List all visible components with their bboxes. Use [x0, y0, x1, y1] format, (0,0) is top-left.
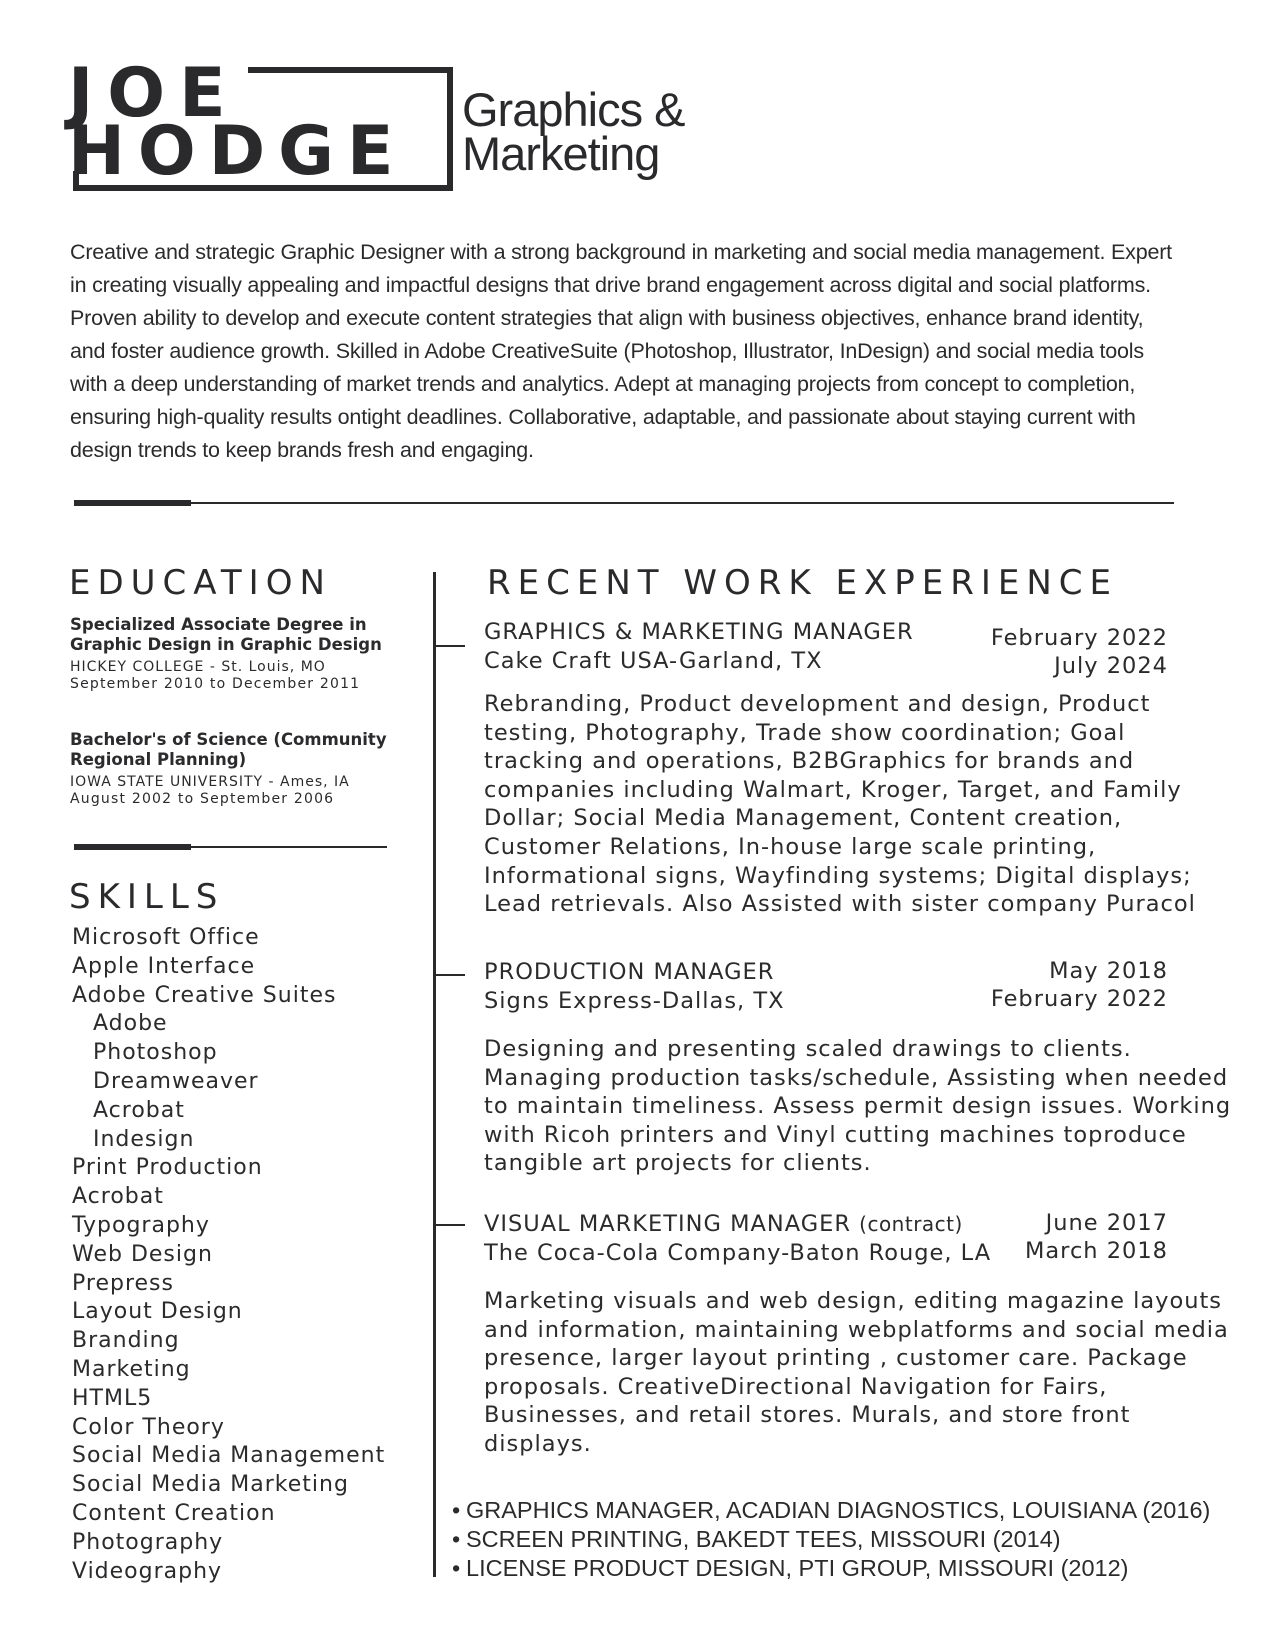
education-entry [70, 615, 400, 693]
description-line: Informational signs, Wayfinding systems; Digital displays; [484, 862, 1192, 889]
job-start-date: May 2018 [1049, 958, 1168, 984]
degree: Bachelor's of Science (Community Regional Planning) [70, 730, 387, 769]
job-company: The Coca-Cola Company-Baton Rouge, LA [484, 1240, 992, 1266]
job-description [484, 1035, 1232, 1178]
skill-item: Acrobat [72, 1184, 164, 1210]
job-entry [484, 618, 1196, 919]
description-line: with Ricoh printers and Vinyl cutting machines toproduce [484, 1121, 1187, 1148]
job-dates [1025, 1209, 1168, 1265]
description-line: Managing production tasks/schedule, Assisting when needed [484, 1064, 1229, 1091]
description-line: Dollar; Social Media Management, Content creation, [484, 805, 1123, 832]
job-description [484, 690, 1196, 919]
skill-subitem: Acrobat [93, 1097, 185, 1123]
skill-item: Microsoft Office [72, 925, 260, 950]
description-line: presence, larger layout printing , customer care. Package [484, 1345, 1188, 1372]
degree: Specialized Associate Degree in Graphic Design in Graphic Design [70, 615, 382, 654]
bullet: • [452, 1497, 461, 1523]
job-company: Signs Express-Dallas, TX [484, 988, 785, 1014]
job-entry [484, 958, 1232, 1178]
job-end-date: July 2024 [1054, 653, 1168, 679]
experience-timeline [433, 572, 436, 1577]
skill-item: Branding [72, 1328, 180, 1354]
description-line: and information, maintaining webplatforms and social media [484, 1316, 1229, 1343]
description-line: Designing and presenting scaled drawings to clients. [484, 1036, 1132, 1062]
skill-item: Adobe Creative Suites [72, 982, 337, 1008]
job-title: PRODUCTION MANAGER [484, 959, 775, 985]
other-role-text: LICENSE PRODUCT DESIGN, PTI GROUP, MISSOURI (2012) [466, 1554, 1129, 1581]
skills-heading: SKILLS [69, 877, 225, 917]
description-line: Customer Relations, In-house large scale printing, [484, 833, 1097, 860]
skill-item: Prepress [72, 1270, 174, 1296]
tagline-line-1: Graphics & [462, 83, 685, 136]
tagline-line-2: Marketing [462, 127, 660, 180]
summary-divider-accent [74, 500, 191, 506]
skill-subitem: Indesign [93, 1126, 195, 1152]
job-title-suffix: (contract) [859, 1212, 963, 1236]
description-line: companies including Walmart, Kroger, Target, and Family [484, 776, 1182, 803]
skill-subitem: Photoshop [93, 1040, 218, 1066]
bullet: • [452, 1525, 461, 1552]
professional-summary: Creative and strategic Graphic Designer with a strong background in marketing and social media management. Expert in creating visually appealing and impactful designs that drive brand engagement across digital and social platforms. Proven ability to develop and execute content strategies that align with business objectives, enhance brand identity, and foster audience growth. Skilled in Adobe CreativeSuite (Photoshop, Illustrator, InDesign) and social media tools with a deep understanding of market trends and analytics. Adept at managing projects from concept to completion, ensuring high-quality results ontight deadlines. Collaborative, adaptable, and passionate about staying current with design trends to keep brands fresh and engaging. [70, 240, 1172, 462]
skill-item: Print Production [72, 1155, 263, 1181]
job-company: Cake Craft USA-Garland, TX [484, 648, 823, 674]
other-role-text: GRAPHICS MANAGER, ACADIAN DIAGNOSTICS, LOUISIANA (2016) [466, 1497, 1211, 1523]
timeline-tick [433, 645, 465, 647]
job-end-date: March 2018 [1024, 1238, 1168, 1264]
education-entry [70, 730, 400, 808]
description-line: to maintain timeliness. Assess permit design issues. Working [484, 1093, 1232, 1120]
description-line: displays. [484, 1430, 592, 1457]
tagline [462, 83, 685, 180]
skill-item: Typography [72, 1212, 210, 1238]
first-name: JOE [68, 60, 248, 128]
description-line: Marketing visuals and web design, editing magazine layouts [484, 1288, 1223, 1314]
summary-divider [74, 502, 1174, 504]
description-line: Lead retrievals. Also Assisted with sister company Puracol [484, 891, 1196, 918]
skill-item: Marketing [72, 1356, 191, 1382]
skill-item: Layout Design [72, 1299, 243, 1325]
description-line: proposals. CreativeDirectional Navigation for Fairs, [484, 1373, 1108, 1400]
job-dates [991, 957, 1168, 1013]
skills-list [72, 924, 385, 1586]
school: IOWA STATE UNIVERSITY - Ames, IA [70, 774, 350, 790]
education-dates: September 2010 to December 2011 [70, 676, 361, 692]
bullet: • [452, 1554, 461, 1581]
other-role-text: SCREEN PRINTING, BAKEDT TEES, MISSOURI (2014) [466, 1525, 1061, 1552]
skill-item: HTML5 [72, 1385, 153, 1411]
description-line: tangible art projects for clients. [484, 1150, 872, 1177]
skill-subitem: Adobe [93, 1011, 168, 1037]
other-role-item [452, 1496, 1210, 1525]
job-dates [991, 624, 1168, 680]
job-description [484, 1287, 1229, 1459]
education-dates: August 2002 to September 2006 [70, 791, 335, 807]
job-title: GRAPHICS & MARKETING MANAGER [484, 619, 914, 645]
other-role-item [452, 1554, 1210, 1583]
other-role-item [452, 1525, 1210, 1554]
skill-item: Photography [72, 1529, 224, 1555]
description-line: Businesses, and retail stores. Murals, and store front [484, 1402, 1131, 1429]
skill-item: Web Design [72, 1241, 213, 1267]
skill-subitem: Dreamweaver [93, 1068, 259, 1094]
skill-item: Videography [72, 1558, 223, 1584]
job-title: VISUAL MARKETING MANAGER [484, 1211, 851, 1237]
education-heading: EDUCATION [69, 563, 332, 603]
experience-heading: RECENT WORK EXPERIENCE [487, 563, 1118, 603]
skill-item: Apple Interface [72, 953, 256, 979]
job-end-date: February 2022 [990, 986, 1168, 1012]
timeline-tick [433, 974, 465, 976]
description-line: testing, Photography, Trade show coordination; Goal [484, 719, 1126, 746]
other-roles-list [452, 1496, 1210, 1582]
description-line: Rebranding, Product development and design, Product [484, 691, 1151, 717]
description-line: tracking and operations, B2BGraphics for brands and [484, 748, 1135, 775]
timeline-tick [433, 1224, 465, 1226]
skill-item: Social Media Management [72, 1443, 386, 1469]
skill-item: Content Creation [72, 1500, 276, 1526]
last-name: HODGE [68, 112, 407, 191]
education-divider-accent [74, 844, 191, 850]
skill-item: Color Theory [72, 1414, 225, 1440]
school: HICKEY COLLEGE - St. Louis, MO [70, 659, 326, 675]
job-start-date: February 2022 [990, 625, 1168, 651]
job-start-date: June 2017 [1045, 1210, 1168, 1236]
skill-item: Social Media Marketing [72, 1472, 349, 1498]
job-entry [484, 1210, 1229, 1459]
